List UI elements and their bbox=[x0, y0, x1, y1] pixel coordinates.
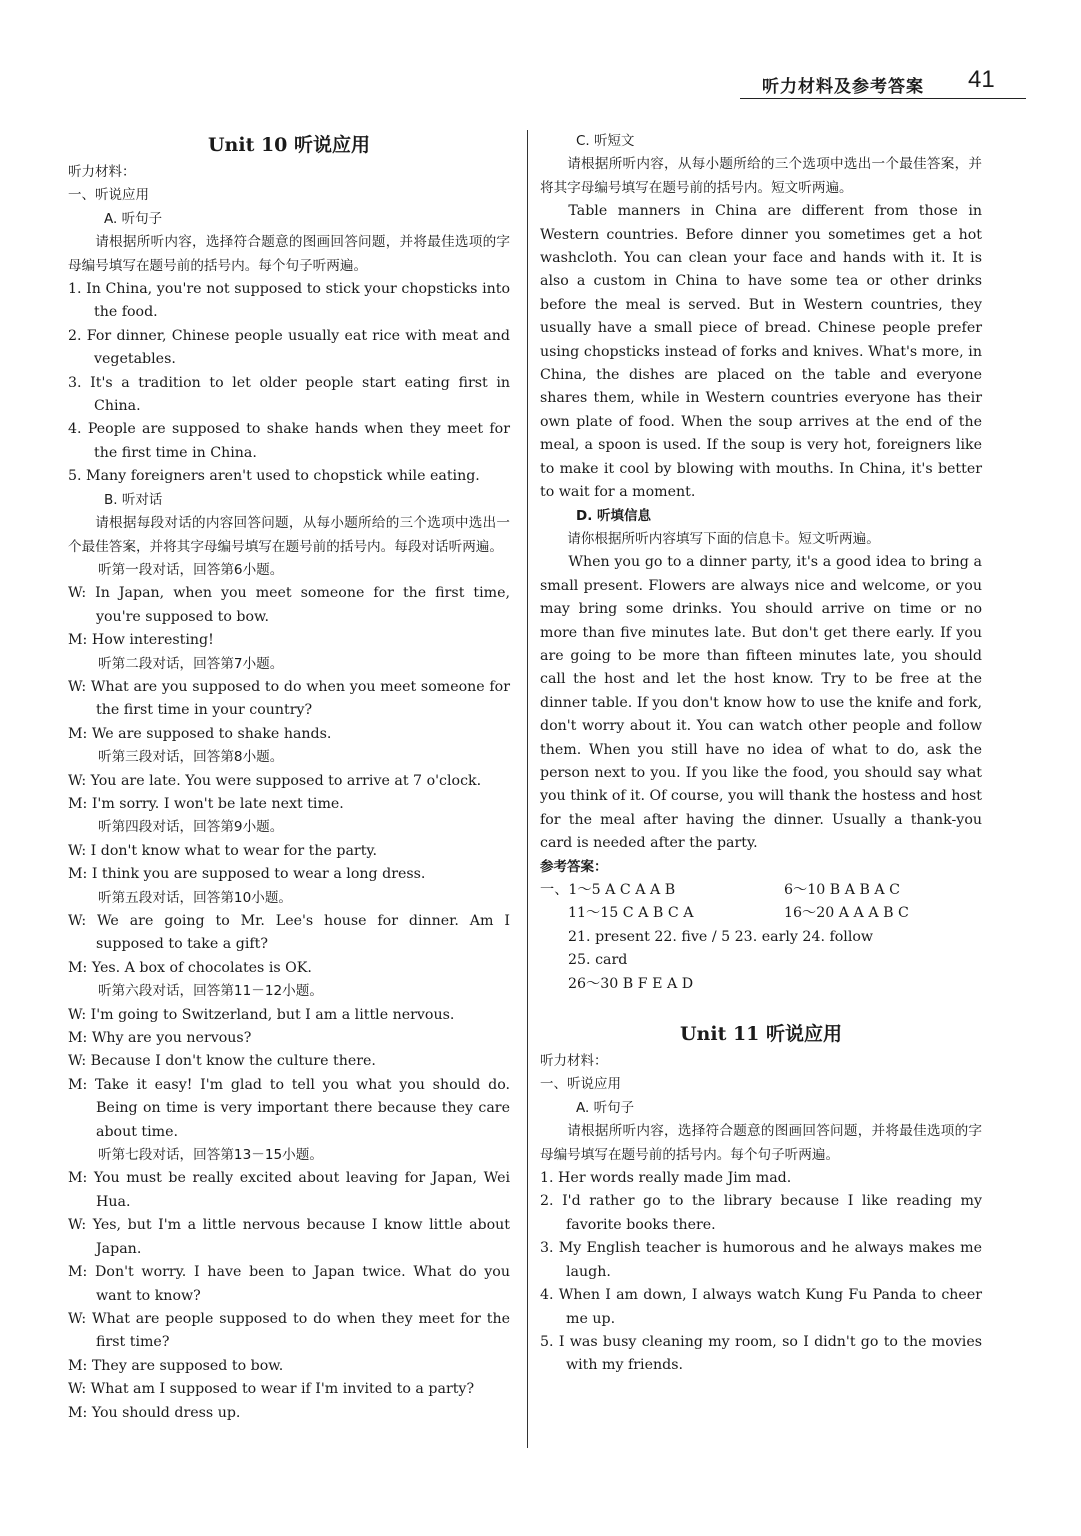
dialogue-line: M: Yes. A box of chocolates is OK. bbox=[68, 959, 312, 976]
dialogue-line: W: Because I don't know the culture there. bbox=[68, 1053, 376, 1070]
answer-row bbox=[540, 879, 982, 902]
answer-group: 6～10 B A B A C bbox=[784, 882, 901, 898]
part-b-title: B. 听对话 bbox=[104, 491, 163, 508]
answers-label: 参考答案： bbox=[540, 858, 608, 875]
sentence-item: 2. For dinner, Chinese people usually eat rice with meat and vegetables. bbox=[68, 327, 510, 368]
part-d-title: D. 听填信息 bbox=[576, 507, 652, 524]
dialogue-line: W: What am I supposed to wear if I'm invited to a party? bbox=[68, 1381, 475, 1398]
part-c-passage: Table manners in China are different from those in Western countries. Before dinner you sometimes get a hot washcloth. You can clean your face and hands with it. It is also a custom in China to have some tea or other drinks before the meal is served. But in Western countries, they usually have a small piece of bread. Chinese people prefer using chopsticks instead of forks and knives. What's more, in China, the dishes are placed on the table and everyone shares them, while in Western countries everyone has their own plate of food. When the soup arrives at the end of the meal, a spoon is used. If the soup is very hot, foreigners like to make it cool by blowing with mouths. In China, it's better to wait for a moment. bbox=[540, 203, 982, 501]
dialogue-note: 听第四段对话，回答第9小题。 bbox=[98, 819, 284, 836]
answer-group: 一、1～5 A C A A B bbox=[540, 882, 676, 898]
dialogue-line: W: We are going to Mr. Lee's house for dinner. Am I supposed to take a gift? bbox=[68, 913, 510, 953]
answer-group: 11～15 C A B C A bbox=[568, 905, 694, 922]
answer-group: 16～20 A A A B C bbox=[784, 905, 909, 922]
sentence-item: 1. Her words really made Jim mad. bbox=[540, 1170, 792, 1187]
materials-label: 听力材料： bbox=[540, 1053, 608, 1070]
dialogue-line: M: I'm sorry. I won't be late next time. bbox=[68, 795, 344, 812]
sentence-item: 4. When I am down, I always watch Kung Fu Panda to cheer me up. bbox=[540, 1287, 982, 1327]
answer-row: 25. card bbox=[568, 952, 628, 969]
dialogue-list bbox=[68, 559, 510, 1425]
dialogue-line: M: We are supposed to shake hands. bbox=[68, 725, 332, 742]
answer-row bbox=[540, 902, 982, 925]
dialogue-note: 听第三段对话，回答第8小题。 bbox=[98, 749, 284, 766]
dialogue-note: 听第二段对话，回答第7小题。 bbox=[98, 655, 284, 672]
sentence-item: 3. It's a tradition to let older people start eating first in China. bbox=[68, 374, 510, 415]
dialogue-line: W: Yes, but I'm a little nervous because I know little about Japan. bbox=[68, 1217, 510, 1257]
part-d-passage: When you go to a dinner party, it's a good idea to bring a small present. Flowers are always nice and welcome, or you may bring some drinks. You should arrive on time or no more than five minutes late. But don't get there early. If you are going to be more than fifteen minutes late, you should call the host and let the host know. Try to be free at the dinner table. If you don't know how to use the knife and fork, don't worry about it. You can watch other people and follow them. When you still have no idea of what to do, ask the person next to you. If you like the food, you should say what you think of it. Of course, you will thank the hostess and host for the meal after having the dinner. Usually a thank-you card is needed after the party. bbox=[540, 554, 982, 852]
sentence-item: 3. My English teacher is humorous and he always makes me laugh. bbox=[540, 1240, 982, 1280]
dialogue-line: M: You must be really excited about leaving for Japan, Wei Hua. bbox=[68, 1170, 510, 1210]
dialogue-line: W: I don't know what to wear for the party. bbox=[68, 842, 378, 859]
unit-11-title: Unit 11 听说应用 bbox=[679, 1023, 843, 1046]
dialogue-note: 听第七段对话，回答第13－15小题。 bbox=[98, 1147, 323, 1164]
section-heading: 一、听说应用 bbox=[68, 187, 149, 204]
part-a-title: A. 听句子 bbox=[104, 210, 163, 227]
part-d-instructions: 请你根据所听内容填写下面的信息卡。短文听两遍。 bbox=[567, 530, 880, 547]
section-heading: 一、听说应用 bbox=[540, 1076, 621, 1093]
sentence-item: 2. I'd rather go to the library because I like reading my favorite books there. bbox=[540, 1193, 982, 1233]
part-a-instructions: 请根据所听内容，选择符合题意的图画回答问题，并将最佳选项的字母编号填写在题号前的括号内。每个句子听两遍。 bbox=[540, 1123, 982, 1163]
materials-label: 听力材料： bbox=[68, 164, 136, 180]
dialogue-line: W: You are late. You were supposed to arrive at 7 o'clock. bbox=[68, 772, 482, 789]
column-divider bbox=[527, 130, 528, 1448]
sentence-item: 4. People are supposed to shake hands when they meet for the first time in China. bbox=[68, 421, 510, 461]
part-c-instructions: 请根据所听内容，从每小题所给的三个选项中选出一个最佳答案，并将其字母编号填写在题号前的括号内。短文听两遍。 bbox=[540, 156, 982, 196]
dialogue-line: M: How interesting! bbox=[68, 632, 214, 649]
dialogue-line: M: Don't worry. I have been to Japan twice. What do you want to know? bbox=[68, 1264, 510, 1304]
right-column bbox=[540, 130, 982, 1378]
dialogue-line: M: Why are you nervous? bbox=[68, 1030, 252, 1047]
part-a-title: A. 听句子 bbox=[576, 1099, 635, 1116]
unit-10-title: Unit 10 听说应用 bbox=[207, 134, 371, 156]
page-number: 41 bbox=[968, 66, 995, 93]
part-a-list bbox=[540, 1167, 982, 1378]
answer-row: 26～30 B F E A D bbox=[568, 975, 694, 992]
running-header-title: 听力材料及参考答案 bbox=[762, 77, 924, 97]
part-b-instructions: 请根据每段对话的内容回答问题，从每小题所给的三个选项中选出一个最佳答案，并将其字母编号填写在题号前的括号内。每段对话听两遍。 bbox=[68, 515, 510, 555]
spacer bbox=[540, 996, 982, 1019]
dialogue-note: 听第一段对话，回答第6小题。 bbox=[98, 561, 284, 578]
dialogue-line: M: Take it easy! I'm glad to tell you what you should do. Being on time is very important there because they care about time. bbox=[68, 1076, 510, 1140]
left-column bbox=[68, 130, 510, 1425]
dialogue-line: M: They are supposed to bow. bbox=[68, 1357, 284, 1374]
part-c-title: C. 听短文 bbox=[576, 133, 635, 149]
sentence-item: 1. In China, you're not supposed to stick your chopsticks into the food. bbox=[68, 281, 510, 321]
sentence-item: 5. Many foreigners aren't used to chopstick while eating. bbox=[68, 468, 480, 485]
dialogue-note: 听第五段对话，回答第10小题。 bbox=[98, 889, 293, 906]
sentence-item: 5. I was busy cleaning my room, so I didn't go to the movies with my friends. bbox=[540, 1333, 982, 1374]
dialogue-line: M: I think you are supposed to wear a long dress. bbox=[68, 866, 426, 883]
part-a-instructions: 请根据所听内容，选择符合题意的图画回答问题，并将最佳选项的字母编号填写在题号前的括号内。每个句子听两遍。 bbox=[68, 234, 510, 274]
dialogue-line: M: You should dress up. bbox=[68, 1404, 241, 1421]
dialogue-line: W: What are people supposed to do when they meet for the first time? bbox=[68, 1310, 510, 1351]
dialogue-line: W: I'm going to Switzerland, but I am a little nervous. bbox=[68, 1006, 455, 1023]
dialogue-line: W: What are you supposed to do when you meet someone for the first time in your country? bbox=[68, 678, 510, 719]
header-rule bbox=[740, 98, 1026, 99]
dialogue-line: W: In Japan, when you meet someone for the first time, you're supposed to bow. bbox=[68, 585, 510, 625]
dialogue-note: 听第六段对话，回答第11－12小题。 bbox=[98, 983, 323, 1000]
answer-row: 21. present 22. five / 5 23. early 24. follow bbox=[568, 928, 874, 945]
part-a-list bbox=[68, 278, 510, 489]
